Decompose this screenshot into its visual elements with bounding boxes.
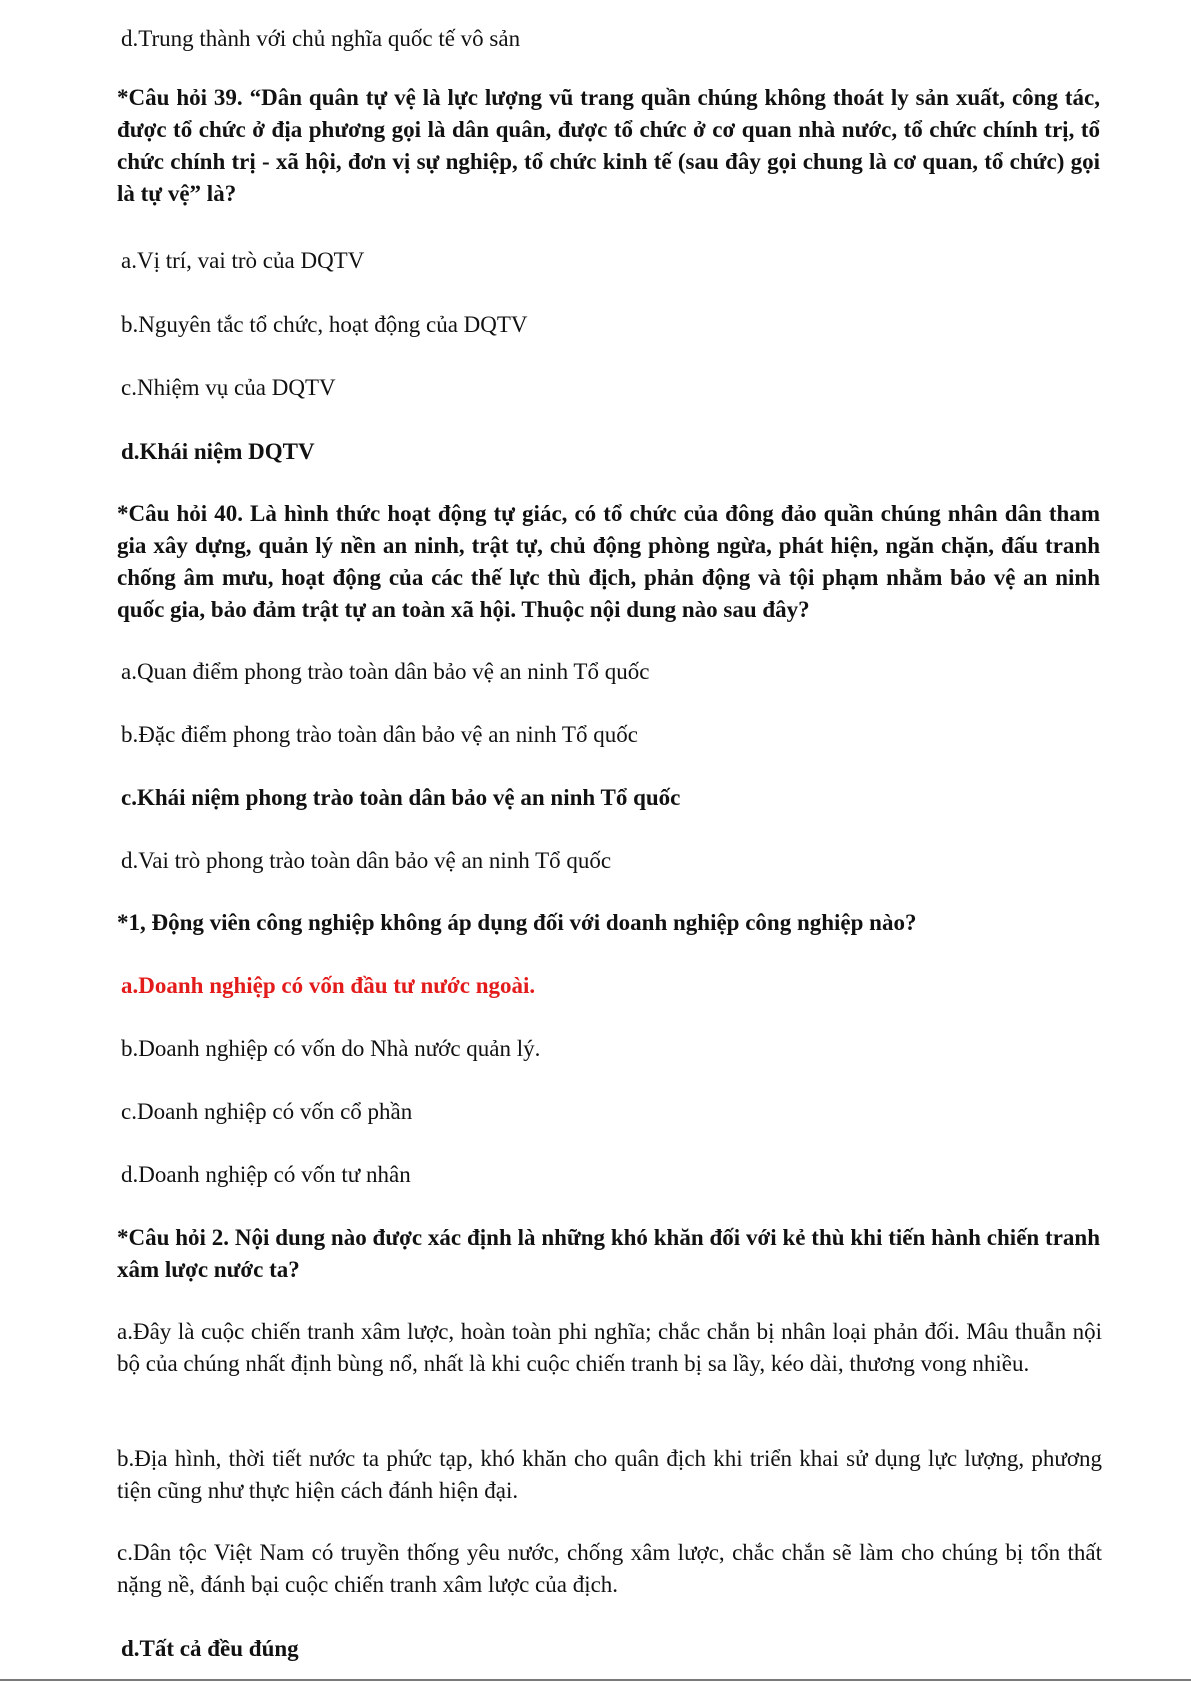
prev-option-d: d.Trung thành với chủ nghĩa quốc tế vô sản: [121, 26, 521, 51]
q2-option-a: a.Đây là cuộc chiến tranh xâm lược, hoàn toàn phi nghĩa; chắc chắn bị nhân loại phản đối. Mâu thuẫn nội bộ của chúng nhất định bùng nổ, nhất là khi cuộc chiến tranh bị sa lầy, kéo dài, thương vong nhiều.: [117, 1319, 1102, 1376]
q40-option-c: c.Khái niệm phong trào toàn dân bảo vệ an ninh Tổ quốc: [121, 785, 681, 810]
question-2: *Câu hỏi 2. Nội dung nào được xác định là những khó khăn đối với kẻ thù khi tiến hành chiến tranh xâm lược nước ta?: [117, 1225, 1100, 1282]
q39-option-b: b.Nguyên tắc tổ chức, hoạt động của DQTV: [121, 312, 528, 337]
q1-option-c: c.Doanh nghiệp có vốn cổ phần: [121, 1099, 413, 1124]
q2-option-d: d.Tất cả đều đúng: [121, 1636, 299, 1661]
q40-option-a: a.Quan điểm phong trào toàn dân bảo vệ an ninh Tổ quốc: [121, 659, 650, 684]
q40-option-b: b.Đặc điểm phong trào toàn dân bảo vệ an ninh Tổ quốc: [121, 722, 638, 747]
q1-option-b: b.Doanh nghiệp có vốn do Nhà nước quản lý.: [121, 1036, 541, 1061]
q39-option-a: a.Vị trí, vai trò của DQTV: [121, 248, 365, 273]
page-bottom-rule: [0, 1679, 1191, 1681]
question-1: *1, Động viên công nghiệp không áp dụng đối với doanh nghiệp công nghiệp nào?: [117, 910, 917, 935]
q2-option-c: c.Dân tộc Việt Nam có truyền thống yêu nước, chống xâm lược, chắc chắn sẽ làm cho chúng bị tổn thất nặng nề, đánh bại cuộc chiến tranh xâm lược của địch.: [117, 1540, 1102, 1597]
q39-option-c: c.Nhiệm vụ của DQTV: [121, 375, 336, 400]
q2-option-b: b.Địa hình, thời tiết nước ta phức tạp, khó khăn cho quân địch khi triển khai sử dụng lực lượng, phương tiện cũng như thực hiện cách đánh hiện đại.: [117, 1446, 1102, 1503]
question-40: *Câu hỏi 40. Là hình thức hoạt động tự giác, có tổ chức của đông đảo quần chúng nhân dân tham gia xây dựng, quản lý nền an ninh, trật tự, chủ động phòng ngừa, phát hiện, ngăn chặn, đấu tranh chống âm mưu, hoạt động của các thế lực thù địch, phản động và tội phạm nhằm bảo vệ an ninh quốc gia, bảo đảm trật tự an toàn xã hội. Thuộc nội dung nào sau đây?: [117, 501, 1100, 622]
question-39: *Câu hỏi 39. “Dân quân tự vệ là lực lượng vũ trang quần chúng không thoát ly sản xuất, công tác, được tổ chức ở địa phương gọi là dân quân, được tổ chức ở cơ quan nhà nước, tổ chức chính trị, tổ chức chính trị - xã hội, đơn vị sự nghiệp, tổ chức kinh tế (sau đây gọi chung là cơ quan, tổ chức) gọi là tự vệ” là?: [117, 85, 1100, 206]
q40-option-d: d.Vai trò phong trào toàn dân bảo vệ an ninh Tổ quốc: [121, 848, 612, 873]
q39-option-d: d.Khái niệm DQTV: [121, 439, 315, 464]
q1-option-d: d.Doanh nghiệp có vốn tư nhân: [121, 1162, 411, 1187]
q1-option-a: a.Doanh nghiệp có vốn đầu tư nước ngoài.: [121, 973, 536, 998]
